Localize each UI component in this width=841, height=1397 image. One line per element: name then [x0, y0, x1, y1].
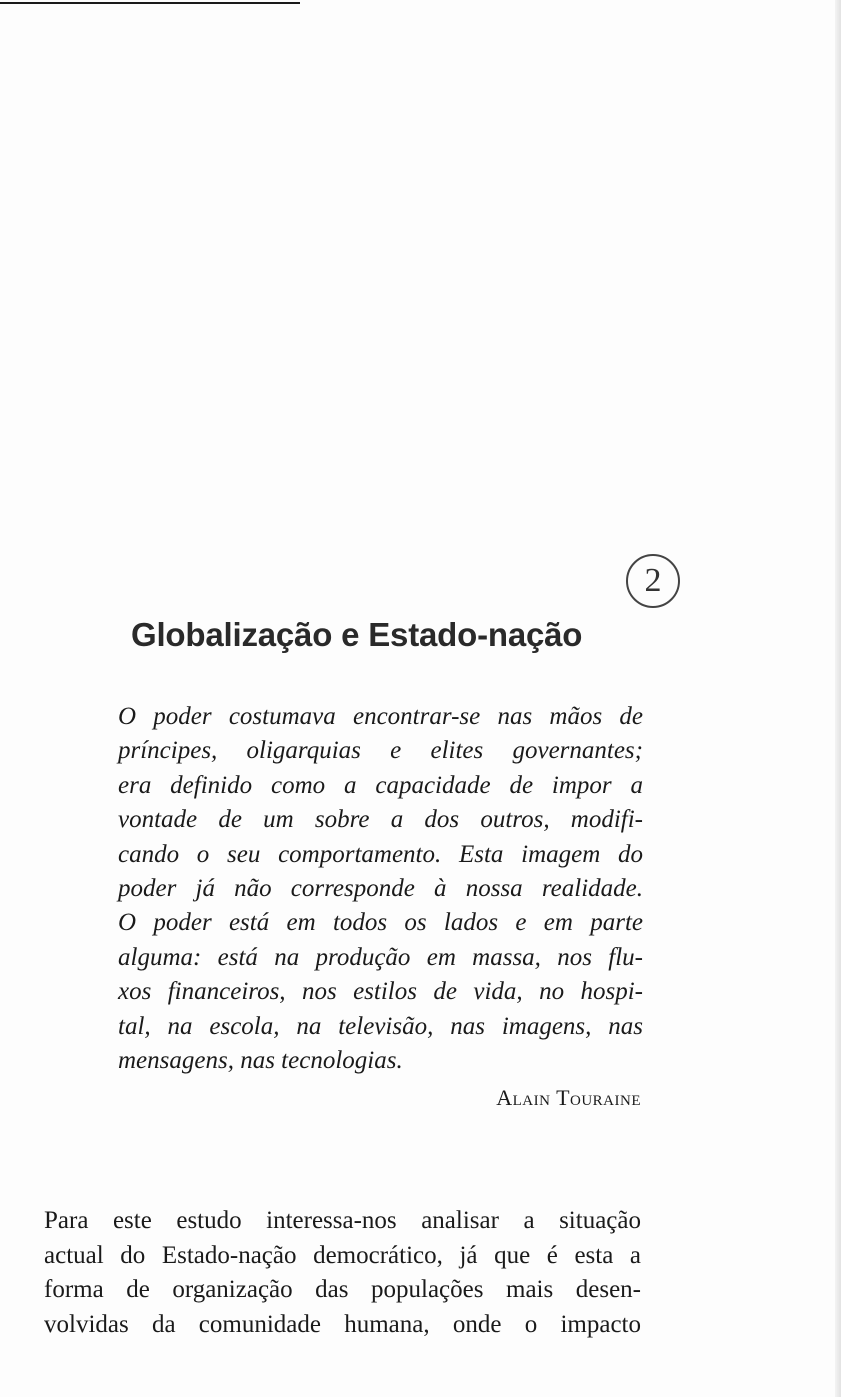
epigraph-line: poder já não corresponde à nossa realidade.: [118, 875, 643, 903]
epigraph-line: mensagens, nas tecnologias.: [118, 1047, 403, 1075]
body-line: actual do Estado-nação democrático, já que é esta a: [44, 1241, 641, 1269]
epigraph-line: cando o seu comportamento. Esta imagem do: [118, 840, 643, 868]
body-line: volvidas da comunidade humana, onde o impacto: [44, 1310, 641, 1338]
body-line: Para este estudo interessa-nos analisar a situação: [44, 1207, 641, 1234]
epigraph-line: vontade de um sobre a dos outros, modifi-: [118, 806, 643, 834]
page-edge-shadow: [835, 0, 841, 1397]
chapter-title: Globalização e Estado-nação: [131, 616, 583, 653]
chapter-number-badge: 2: [626, 554, 680, 608]
body-line: forma de organização das populações mais desen-: [44, 1276, 641, 1304]
epigraph-line: alguma: está na produção em massa, nos flu-: [118, 943, 643, 971]
epigraph-line: xos financeiros, nos estilos de vida, no hospi-: [118, 978, 643, 1006]
body-paragraph: [44, 1204, 641, 1342]
epigraph-line: O poder costumava encontrar-se nas mãos de: [118, 703, 643, 730]
epigraph-line: era definido como a capacidade de impor a: [118, 771, 643, 799]
epigraph-line: tal, na escola, na televisão, nas imagens, nas: [118, 1012, 643, 1040]
epigraph-author: Alain Touraine: [496, 1085, 641, 1110]
epigraph-line: O poder está em todos os lados e em parte: [118, 909, 643, 937]
top-rule: [0, 2, 300, 4]
epigraph: [118, 700, 643, 1078]
epigraph-line: príncipes, oligarquias e elites governantes;: [118, 737, 643, 765]
